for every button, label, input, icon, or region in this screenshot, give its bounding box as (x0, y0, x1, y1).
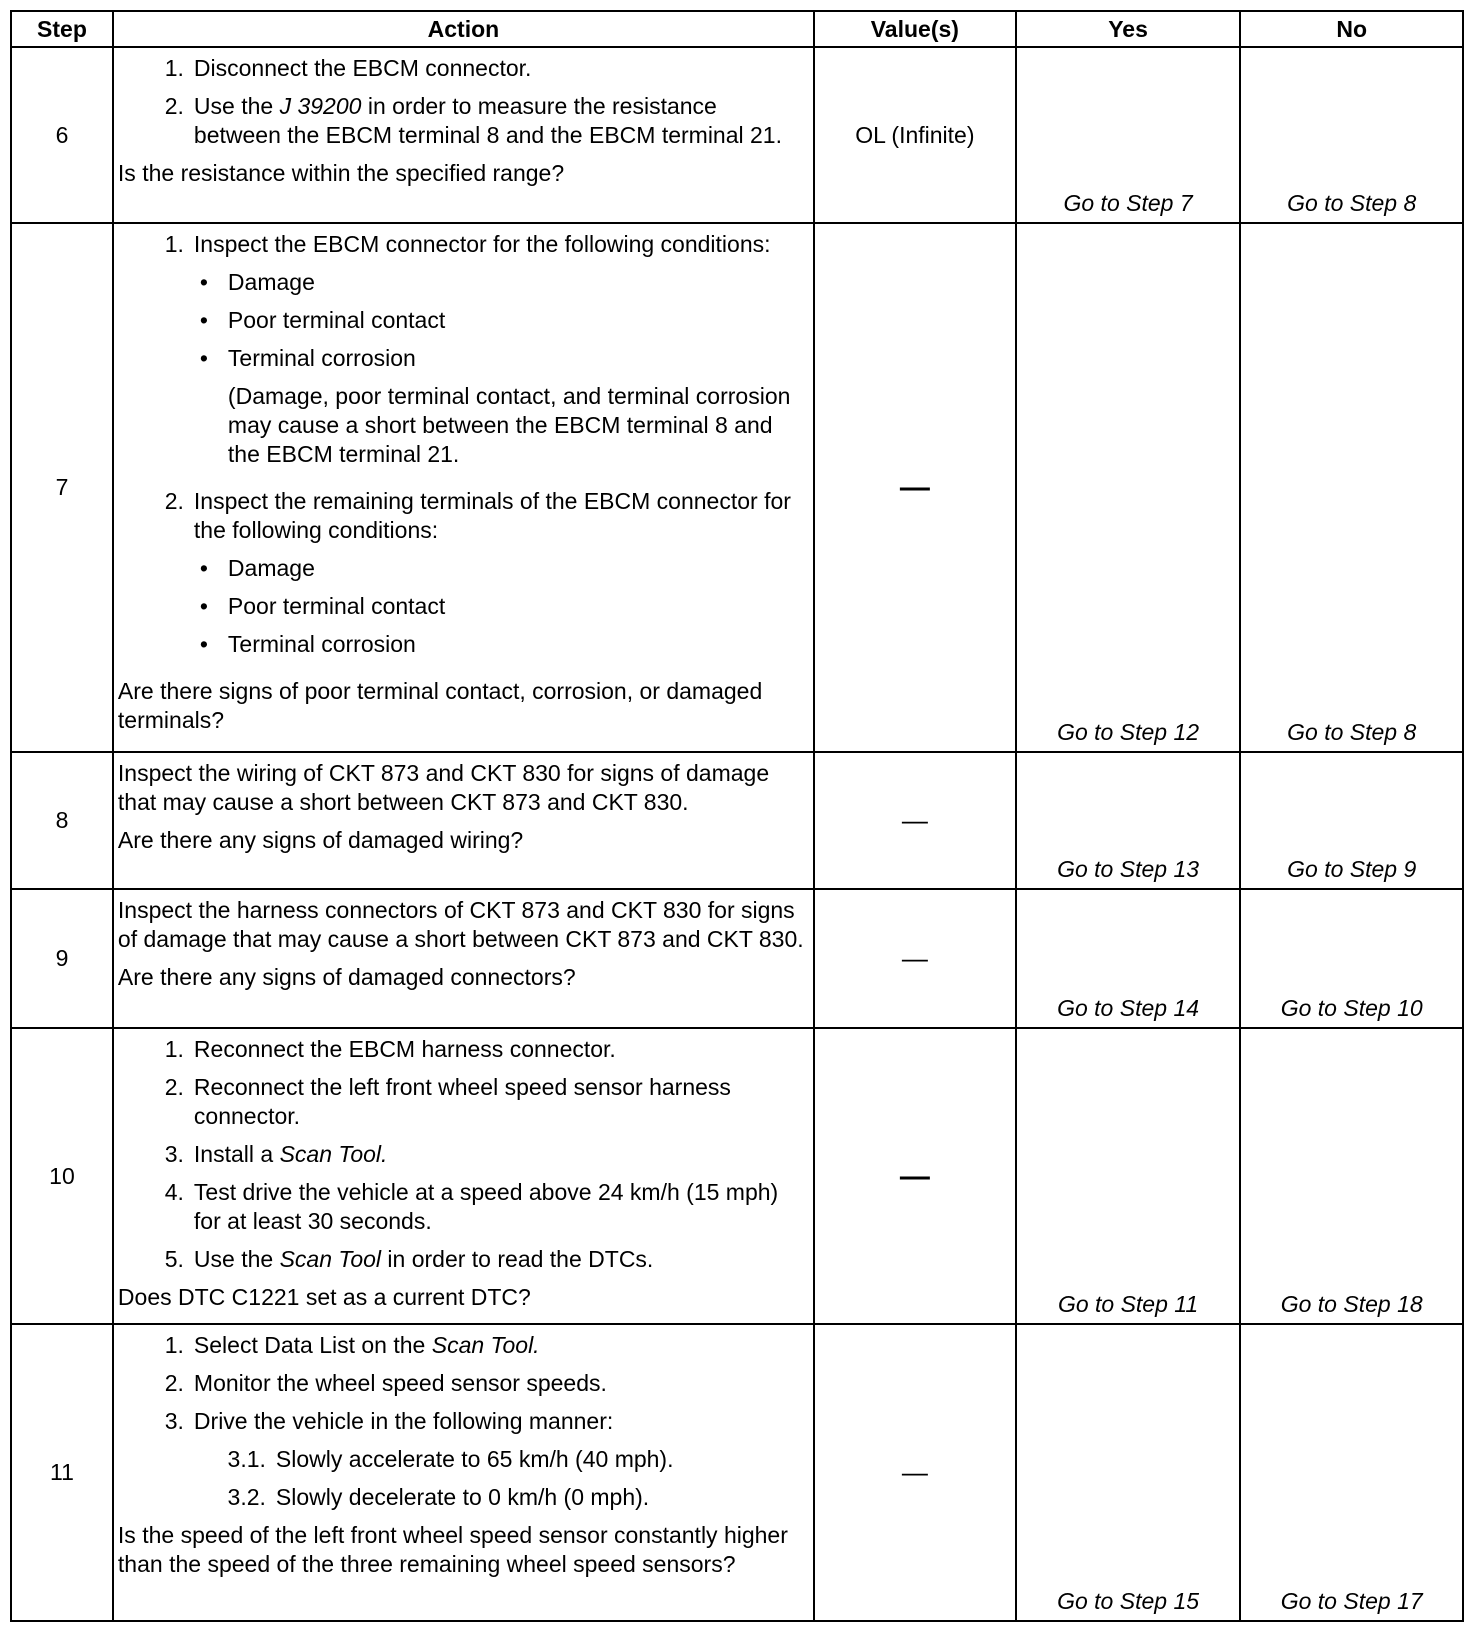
list-item (118, 230, 807, 478)
list-item (118, 1245, 807, 1274)
bullet-item (194, 630, 807, 659)
value-cell: OL (Infinite) (814, 47, 1016, 223)
item-text: Test drive the vehicle at a speed above 24 km/h (15 mph) for at least 30 seconds. (193, 1179, 779, 1235)
table-row (11, 1324, 1463, 1621)
item-text: Reconnect the left front wheel speed sensor harness connector. (193, 1074, 731, 1130)
item-text-main: Inspect the EBCM connector for the following conditions: (193, 231, 771, 258)
list-item (118, 1369, 807, 1398)
item-text (194, 230, 807, 478)
question-text: Is the speed of the left front wheel speed sensor constantly higher than the speed of the three remaining wheel speed sensors? (117, 1522, 788, 1578)
bullet-text: Damage (227, 555, 315, 582)
item-text-pre: Install a (193, 1141, 280, 1168)
bullet-text: Terminal corrosion (227, 345, 416, 372)
header-row (11, 11, 1463, 47)
value-cell: — (814, 223, 1016, 752)
question-text: Is the resistance within the specified range? (117, 160, 565, 186)
list-item (118, 1140, 807, 1169)
question-text: Does DTC C1221 set as a current DTC? (117, 1284, 531, 1311)
list-item (118, 54, 807, 83)
step-number: 9 (11, 889, 113, 1028)
bullet-text: Damage (227, 269, 315, 296)
note-text: (Damage, poor terminal contact, and terminal corrosion may cause a short between the EBCM terminal 8 and the EBCM terminal 21. (227, 383, 791, 468)
table-row (11, 889, 1463, 1028)
bullet-item (194, 592, 807, 621)
table-row (11, 752, 1463, 889)
item-text (194, 92, 807, 150)
item-number: 3. (164, 1408, 184, 1435)
question-text: Are there any signs of damaged wiring? (117, 827, 524, 854)
action-cell (113, 223, 814, 752)
item-text: Drive the vehicle in the following manner: (193, 1408, 614, 1435)
item-number: 2. (164, 488, 184, 515)
bullet-item (194, 344, 807, 373)
item-text-pre: Use the (193, 93, 280, 119)
item-number: 1. (164, 55, 184, 81)
item-text (194, 1245, 807, 1274)
sub-item-text: Slowly accelerate to 65 km/h (40 mph). (275, 1446, 674, 1473)
bullet-text: Poor terminal contact (227, 593, 446, 620)
list-item (118, 1178, 807, 1236)
item-number: 2. (164, 93, 184, 119)
item-text-main: Inspect the remaining terminals of the EBCM connector for the following conditions: (193, 488, 791, 544)
tool-name: J 39200 (279, 93, 362, 119)
list-item (118, 92, 807, 150)
item-number: 1. (164, 1036, 184, 1063)
item-text (194, 1140, 807, 1169)
table-row (11, 1028, 1463, 1324)
question-text: Are there any signs of damaged connectors? (117, 964, 576, 991)
header-yes: Yes (1016, 11, 1241, 47)
item-number: 2. (164, 1370, 184, 1397)
item-text-post: in order to measure the resistance between the EBCM terminal 8 and the EBCM terminal 21. (193, 93, 782, 148)
action-text: Inspect the wiring of CKT 873 and CKT 830 for signs of damage that may cause a short between CKT 873 and CKT 830. (117, 760, 770, 816)
list-item (118, 1407, 807, 1436)
bullet-list (194, 268, 807, 373)
sub-item-number: 3.1. (227, 1446, 266, 1473)
step-number: 7 (11, 223, 113, 752)
table-row (11, 223, 1463, 752)
action-list (118, 1331, 807, 1512)
bullet-item (194, 554, 807, 583)
action-text: Inspect the harness connectors of CKT 873 and CKT 830 for signs of damage that may cause a short between CKT 873 and CKT 830. (117, 897, 804, 953)
item-number: 4. (164, 1179, 184, 1206)
value-cell: — (814, 1028, 1016, 1324)
sub-list-item (118, 1483, 807, 1512)
item-number: 3. (164, 1141, 184, 1168)
question-text: Are there signs of poor terminal contact, corrosion, or damaged terminals? (117, 678, 763, 734)
bullet-icon: • (199, 345, 208, 372)
bullet-icon: • (199, 307, 208, 334)
action-cell (113, 752, 814, 889)
bullet-icon: • (199, 269, 208, 296)
step-number: 6 (11, 47, 113, 223)
action-cell (113, 47, 814, 223)
item-text (194, 1331, 807, 1360)
header-no: No (1240, 11, 1463, 47)
bullet-item (194, 268, 807, 297)
sub-list-item (118, 1445, 807, 1474)
header-action: Action (113, 11, 814, 47)
action-cell (113, 889, 814, 1028)
diagnostic-table (10, 10, 1464, 1622)
sub-item-text: Slowly decelerate to 0 km/h (0 mph). (275, 1484, 650, 1511)
item-text-pre: Select Data List on the (193, 1332, 432, 1359)
step-number: 8 (11, 752, 113, 889)
yes-cell: Go to Step 13 (1016, 752, 1241, 889)
bullet-icon: • (199, 631, 208, 658)
item-text (194, 487, 807, 668)
action-list (118, 54, 807, 150)
no-cell: Go to Step 18 (1240, 1028, 1463, 1324)
yes-cell: Go to Step 14 (1016, 889, 1241, 1028)
bullet-text: Poor terminal contact (227, 307, 446, 334)
item-number: 1. (164, 231, 184, 258)
item-text: Disconnect the EBCM connector. (193, 55, 532, 81)
yes-cell: Go to Step 12 (1016, 223, 1241, 752)
bullet-list (194, 554, 807, 659)
bullet-item (194, 306, 807, 335)
tool-name: Scan Tool (279, 1246, 382, 1273)
yes-cell: Go to Step 7 (1016, 47, 1241, 223)
list-item (118, 1035, 807, 1064)
sub-item-number: 3.2. (227, 1484, 266, 1511)
item-text: Monitor the wheel speed sensor speeds. (193, 1370, 607, 1397)
diagnostic-table-page (10, 10, 1464, 1622)
bullet-text: Terminal corrosion (227, 631, 416, 658)
no-cell: Go to Step 10 (1240, 889, 1463, 1028)
step-number: 11 (11, 1324, 113, 1621)
no-cell: Go to Step 9 (1240, 752, 1463, 889)
item-number: 5. (164, 1246, 184, 1273)
action-list (118, 230, 807, 668)
value-cell: — (814, 752, 1016, 889)
value-cell: — (814, 1324, 1016, 1621)
no-cell: Go to Step 8 (1240, 47, 1463, 223)
list-item (118, 1331, 807, 1360)
item-text-post: in order to read the DTCs. (381, 1246, 654, 1273)
header-step: Step (11, 11, 113, 47)
no-cell: Go to Step 17 (1240, 1324, 1463, 1621)
tool-name: Scan Tool. (431, 1332, 540, 1359)
yes-cell: Go to Step 11 (1016, 1028, 1241, 1324)
table-row (11, 47, 1463, 223)
item-text-pre: Use the (193, 1246, 280, 1273)
bullet-icon: • (199, 593, 208, 620)
tool-name: Scan Tool. (279, 1141, 388, 1168)
header-values: Value(s) (814, 11, 1016, 47)
list-item (118, 1073, 807, 1131)
list-item (118, 487, 807, 668)
item-text: Reconnect the EBCM harness connector. (193, 1036, 616, 1063)
no-cell: Go to Step 8 (1240, 223, 1463, 752)
action-list (118, 1035, 807, 1274)
action-cell (113, 1028, 814, 1324)
bullet-icon: • (199, 555, 208, 582)
item-number: 1. (164, 1332, 184, 1359)
item-number: 2. (164, 1074, 184, 1101)
yes-cell: Go to Step 15 (1016, 1324, 1241, 1621)
value-cell: — (814, 889, 1016, 1028)
step-number: 10 (11, 1028, 113, 1324)
action-cell (113, 1324, 814, 1621)
